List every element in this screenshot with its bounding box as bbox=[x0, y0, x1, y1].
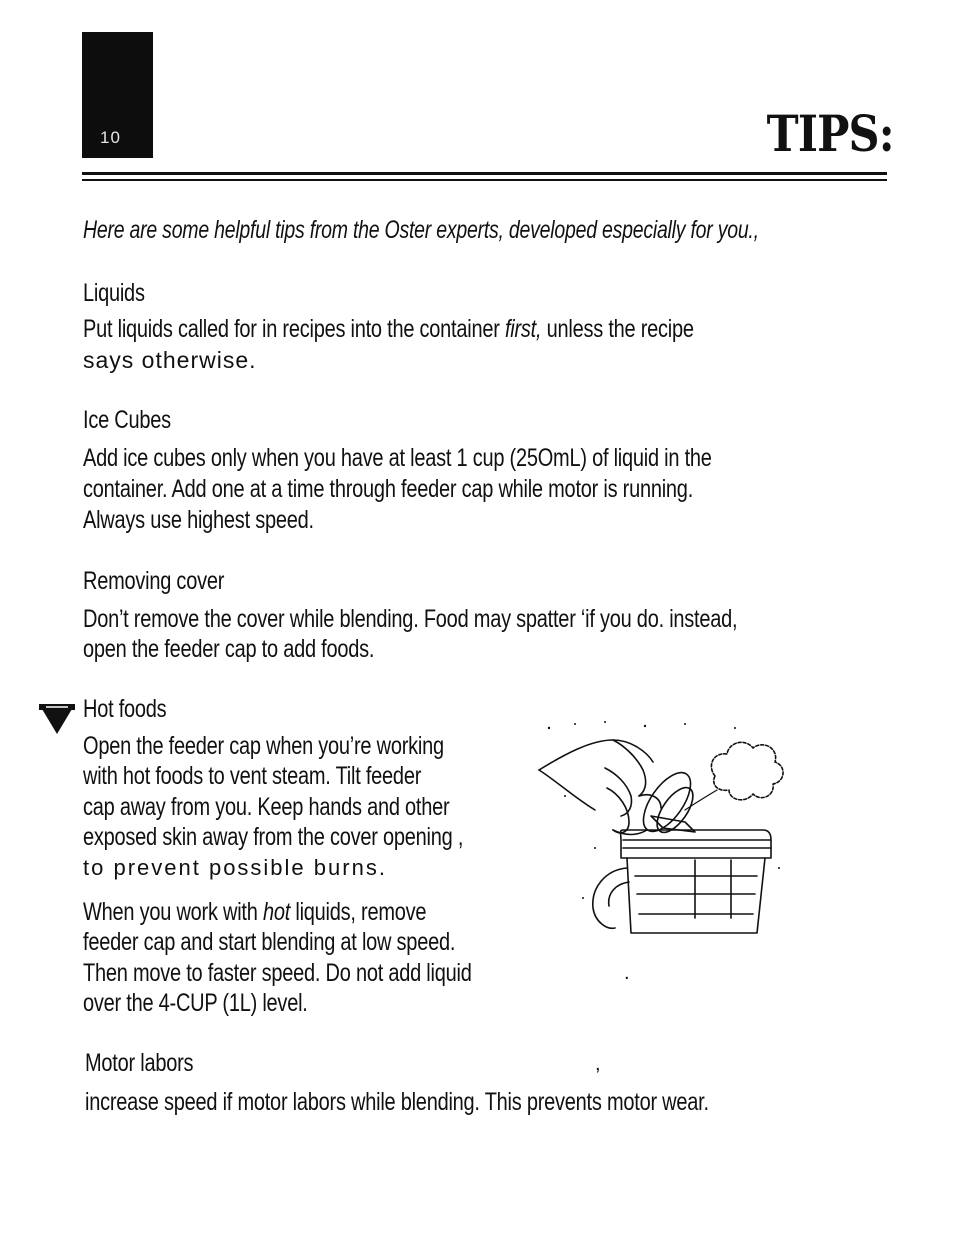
removing-cover-heading: Removing cover bbox=[83, 567, 225, 595]
liquids-body-line2: says otherwise. bbox=[83, 347, 257, 373]
page-title: TIPS: bbox=[766, 104, 894, 163]
hot-foods-p2-line4: over the 4-CUP (1L) level. bbox=[83, 989, 308, 1017]
header-rule-thick bbox=[82, 172, 887, 175]
ice-cubes-line1: Add ice cubes only when you have at least 1 cup (25OmL) of liquid in the bbox=[83, 444, 712, 472]
ice-cubes-line3: Always use highest speed. bbox=[83, 506, 314, 534]
ice-cubes-heading: Ice Cubes bbox=[83, 406, 171, 434]
stray-comma-mark: , bbox=[595, 1053, 601, 1075]
hot-foods-p2-line1: When you work with hot liquids, remove bbox=[83, 898, 427, 926]
hot-foods-p2-line3: Then move to faster speed. Do not add liquid bbox=[83, 959, 472, 987]
hot-foods-p1-line2: with hot foods to vent steam. Tilt feeder bbox=[83, 762, 422, 790]
hot-foods-p1-line1: Open the feeder cap when you’re working bbox=[83, 732, 444, 760]
motor-labors-heading: Motor labors bbox=[85, 1049, 194, 1077]
intro-text: Here are some helpful tips from the Oster experts, developed especially for you., bbox=[83, 216, 759, 244]
warning-triangle-icon bbox=[37, 700, 77, 736]
hot-foods-p2-line2: feeder cap and start blending at low speed. bbox=[83, 928, 456, 956]
stray-dot-mark: . bbox=[624, 962, 630, 984]
liquids-heading: Liquids bbox=[83, 279, 145, 307]
removing-cover-line1: Don’t remove the cover while blending. Food may spatter ‘if you do. instead, bbox=[83, 605, 738, 633]
motor-labors-line1: increase speed if motor labors while blending. This prevents motor wear. bbox=[85, 1088, 709, 1116]
hot-foods-p1-line5: to prevent possible burns. bbox=[83, 855, 387, 880]
header-rule-thin bbox=[82, 179, 887, 181]
hand-tilting-feeder-cap-illustration bbox=[535, 718, 790, 943]
first-emphasis: first, bbox=[504, 315, 542, 343]
ice-cubes-line2: container. Add one at a time through feeder cap while motor is running. bbox=[83, 475, 694, 503]
hot-emphasis: hot bbox=[262, 898, 291, 926]
removing-cover-line2: open the feeder cap to add foods. bbox=[83, 635, 375, 663]
hot-foods-p1-line3: cap away from you. Keep hands and other bbox=[83, 793, 450, 821]
hot-foods-heading: Hot foods bbox=[83, 695, 167, 723]
liquids-body: Put liquids called for in recipes into the container first, unless the recipe bbox=[83, 315, 694, 343]
hot-foods-p1-line4: exposed skin away from the cover opening , bbox=[83, 823, 464, 851]
page-number: 10 bbox=[100, 128, 121, 147]
page-number-tab bbox=[82, 32, 153, 158]
